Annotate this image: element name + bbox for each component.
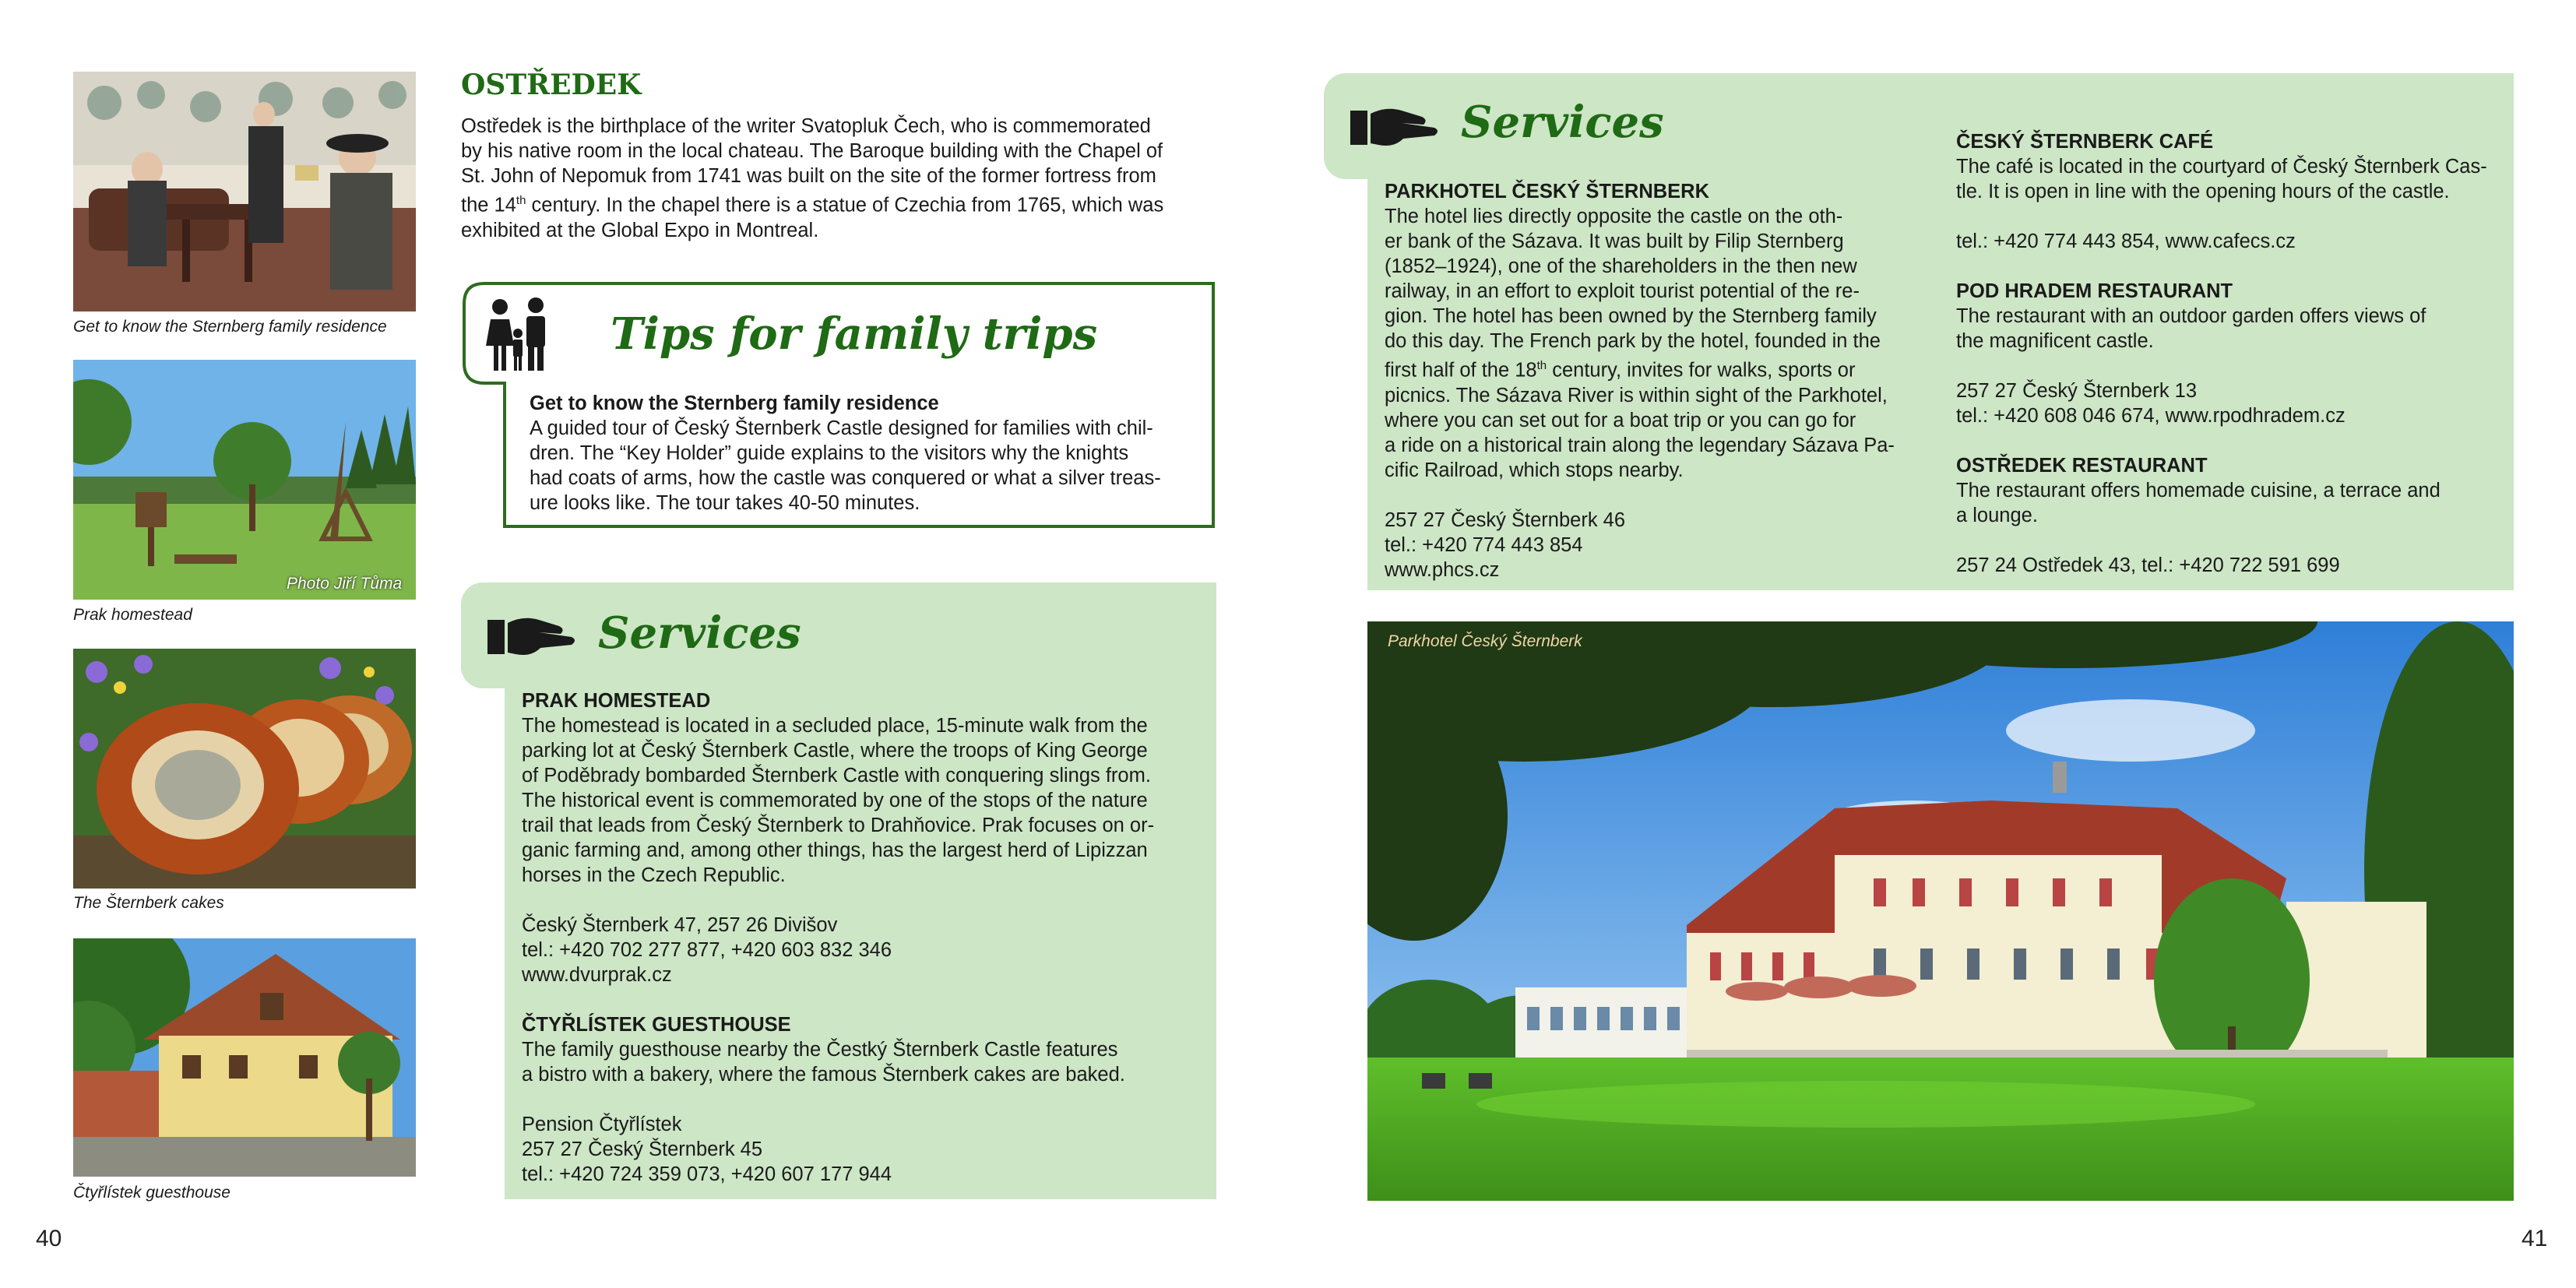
ctyrlistek-text: The family guesthouse nearby the Čestký Šternberk Castle features a bistro with a bakery, where the famous Šternberk cakes are baked.	[522, 1039, 1125, 1086]
photo-sternberk-cakes	[73, 649, 416, 889]
caption-ctyrlistek-guesthouse: Čtyřlístek guesthouse	[73, 1184, 231, 1202]
ctyrlistek-name: ČTYŘLÍSTEK GUESTHOUSE	[522, 1014, 791, 1036]
parkhotel-contact: 257 27 Český Šternberk 46 tel.: +420 774 443 854 www.phcs.cz	[1385, 508, 1920, 582]
photo-parkhotel	[1367, 621, 2514, 1201]
tips-text: A guided tour of Český Šternberk Castle designed for families with chil- dren. The “Key Holder” guide explains to the visitors why the knights had coats of arms, how the castle was conquered or what a silver treas- ure looks like. The tour takes 40-50 minutes.	[530, 417, 1161, 514]
prak-name: PRAK HOMESTEAD	[522, 690, 711, 712]
photo-ctyrlistek-guesthouse	[73, 938, 416, 1177]
left-services-content	[522, 688, 1199, 1187]
hand-icon	[1347, 100, 1441, 154]
ostredek-title: OSTŘEDEK	[461, 69, 642, 101]
right-column-services	[1956, 129, 2495, 578]
ostredek-restaurant-text: The restaurant offers homemade cuisine, a terrace and a lounge.	[1956, 480, 2441, 526]
photo-prak-homestead	[73, 360, 416, 600]
ostredek-text: Ostředek is the birthplace of the writer Svatopluk Čech, who is commemorated by his native room in the local chateau. The Baroque building with the Chapel of St. John of Nepomuk from 1741 was built on the site of the former fortress from the 14th century. In the chapel there is a statue of Czechia from 1765, which was exhibited at the Global Expo in Montreal.	[461, 115, 1164, 241]
parkhotel-section	[1385, 179, 1920, 582]
cafe-text: The café is located in the courtyard of Český Šternberk Cas- tle. It is open in line with the opening hours of the castle.	[1956, 156, 2487, 202]
parkhotel-website-link[interactable]: www.phcs.cz	[1385, 558, 1500, 581]
tips-box	[461, 280, 1216, 530]
parkhotel-photo-label: Parkhotel Český Šternberk	[1388, 632, 1582, 650]
tips-subtitle: Get to know the Sternberg family residence	[530, 392, 939, 414]
cafe-contact: tel.: +420 774 443 854, www.cafecs.cz	[1956, 231, 2296, 252]
photo-family-residence	[73, 72, 416, 311]
right-services-title: Services	[1461, 97, 1664, 148]
ostredek-restaurant-contact: 257 24 Ostředek 43, tel.: +420 722 591 699	[1956, 554, 2340, 576]
cafe-name: ČESKÝ ŠTERNBERK CAFÉ	[1956, 131, 2214, 153]
prak-contact: Český Šternberk 47, 257 26 Divišov tel.: +420 702 277 877, +420 603 832 346 www.dvurprak.cz	[522, 913, 1199, 987]
hand-icon	[484, 609, 578, 663]
parkhotel-name: PARKHOTEL ČESKÝ ŠTERNBERK	[1385, 181, 1710, 202]
page-number-right: 41	[2521, 1226, 2548, 1251]
prak-website-link[interactable]: www.dvurprak.cz	[522, 964, 672, 986]
ostredek-restaurant-name: OSTŘEDEK RESTAURANT	[1956, 455, 2208, 477]
photo-credit: Photo Jiří Tůma	[287, 575, 403, 593]
ctyrlistek-contact: Pension Čtyřlístek 257 27 Český Šternberk 45 tel.: +420 724 359 073, +420 607 177 944	[522, 1114, 892, 1185]
left-services-title: Services	[598, 607, 801, 659]
caption-sternberk-cakes: The Šternberk cakes	[73, 894, 224, 912]
page-number-left: 40	[36, 1226, 62, 1251]
prak-text: The homestead is located in a secluded place, 15-minute walk from the parking lot at Český Šternberk Castle, where the troops of King George of Poděbrady bombarded Šternberk Castle with conquering slings from. The historical event is commemorated by one of the stops of the nature trail that leads from Český Šternberk to Drahňovice. Prak focuses on or- ganic farming and, among other things, has the largest herd of Lipizzan horses in the Czech Republic.	[522, 715, 1155, 886]
pod-hradem-text: The restaurant with an outdoor garden offers views of the magnificent castle.	[1956, 305, 2426, 352]
parkhotel-text: The hotel lies directly opposite the castle on the oth- er bank of the Sázava. It was built by Filip Sternberg (1852–1924), one of the shareholders in the then new railway, in an effort to exploit tourist potential of the re- gion. The hotel has been owned by the Sternberg family do this day. The French park by the hotel, founded in the first half of the 18th century, invites for walks, sports or picnics. The Sázava River is within sight of the Parkhotel, where you can set out for a boat trip or you can go for a ride on a historical train along the legendary Sázava Pa- cific Railroad, which stops nearby.	[1385, 206, 1895, 481]
pod-hradem-contact: 257 27 Český Šternberk 13 tel.: +420 608 046 674, www.rpodhradem.cz	[1956, 380, 2345, 427]
caption-family-residence: Get to know the Sternberg family residence	[73, 318, 387, 336]
tips-title: Tips for family trips	[611, 308, 1098, 360]
family-icon	[483, 296, 553, 374]
pod-hradem-name: POD HRADEM RESTAURANT	[1956, 280, 2233, 302]
caption-prak-homestead: Prak homestead	[73, 606, 192, 624]
